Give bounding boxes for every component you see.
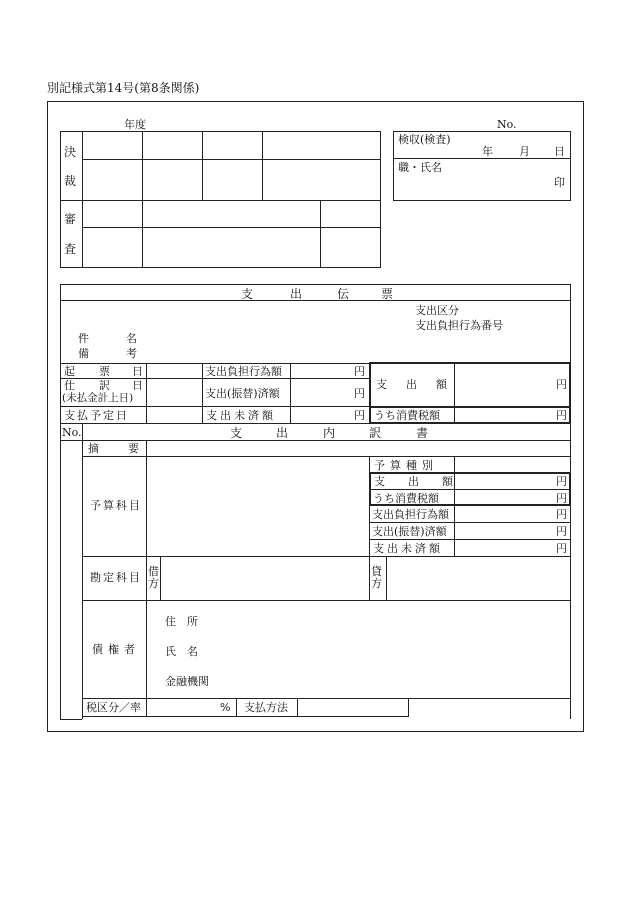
tax-amount-label: うち消費税額 xyxy=(374,409,440,422)
paid-amount-label: 支出(振替)済額 xyxy=(205,387,280,400)
subject-char-2: 名 xyxy=(126,332,137,345)
year-label: 年度 xyxy=(124,118,146,131)
bank-label: 金融機関 xyxy=(165,675,209,688)
unpaid-amount-label: 支出未済額 xyxy=(206,409,276,422)
expense-category-label: 支出区分 xyxy=(415,304,459,317)
act-number-label: 支出負担行為番号 xyxy=(415,319,503,332)
shinsa-char-1: 審 xyxy=(64,212,77,226)
debit-char-2: 方 xyxy=(148,577,159,590)
payment-method-label: 支払方法 xyxy=(244,701,288,714)
inspection-label: 検収(検査) xyxy=(398,133,451,146)
yen-unit: 円 xyxy=(556,542,567,555)
remarks-char-2: 考 xyxy=(126,347,137,360)
subject-char-1: 件 xyxy=(78,332,89,345)
review-box xyxy=(60,200,381,268)
kessai-char-1: 決 xyxy=(64,145,77,159)
yen-unit: 円 xyxy=(556,508,567,521)
yen-unit: 円 xyxy=(556,492,567,505)
yen-unit: 円 xyxy=(556,475,567,488)
date-month: 月 xyxy=(519,145,530,158)
position-name-label: 職・氏名 xyxy=(398,161,442,174)
yen-unit: 円 xyxy=(354,365,365,378)
number-label: No. xyxy=(497,118,517,131)
yen-unit: 円 xyxy=(556,378,567,391)
seal-mark: 印 xyxy=(554,176,565,189)
address-label: 住 所 xyxy=(165,615,198,628)
yen-unit: 円 xyxy=(354,409,365,422)
yen-unit: 円 xyxy=(556,409,567,422)
breakdown-unpaid-label: 支出未済額 xyxy=(373,542,443,555)
breakdown-burden-label: 支出負担行為額 xyxy=(372,508,449,521)
credit-char-2: 方 xyxy=(371,577,382,590)
yen-unit: 円 xyxy=(556,525,567,538)
breakdown-paid-label: 支出(振替)済額 xyxy=(372,525,447,538)
breakdown-tax-label: うち消費税額 xyxy=(373,492,439,505)
pay-date-label: 支払予定日 xyxy=(64,409,129,422)
budget-type-label: 予算種別 xyxy=(374,459,438,472)
yen-unit: 円 xyxy=(354,387,365,400)
budget-item-label: 予算科目 xyxy=(90,499,142,512)
form-header: 別記様式第14号(第8条関係) xyxy=(47,81,200,95)
approval-box xyxy=(60,131,381,201)
creditor-label: 債権者 xyxy=(92,643,140,656)
account-item-label: 勘定科目 xyxy=(90,571,142,584)
date-day: 日 xyxy=(554,145,565,158)
date-year: 年 xyxy=(482,145,493,158)
burden-amount-label: 支出負担行為額 xyxy=(205,365,282,378)
shinsa-char-2: 査 xyxy=(64,242,77,256)
kessai-char-2: 裁 xyxy=(64,174,77,188)
unpaid-posting-date-label: (未払金計上日) xyxy=(62,392,134,404)
percent-unit: % xyxy=(220,701,231,714)
credit-char-1: 貸 xyxy=(371,565,382,578)
debit-char-1: 借 xyxy=(148,565,159,578)
breakdown-number-label: No. xyxy=(62,426,82,439)
name-label: 氏 名 xyxy=(165,645,198,658)
remarks-char-1: 備 xyxy=(78,347,89,360)
tax-class-label: 税区分／率 xyxy=(86,701,141,714)
